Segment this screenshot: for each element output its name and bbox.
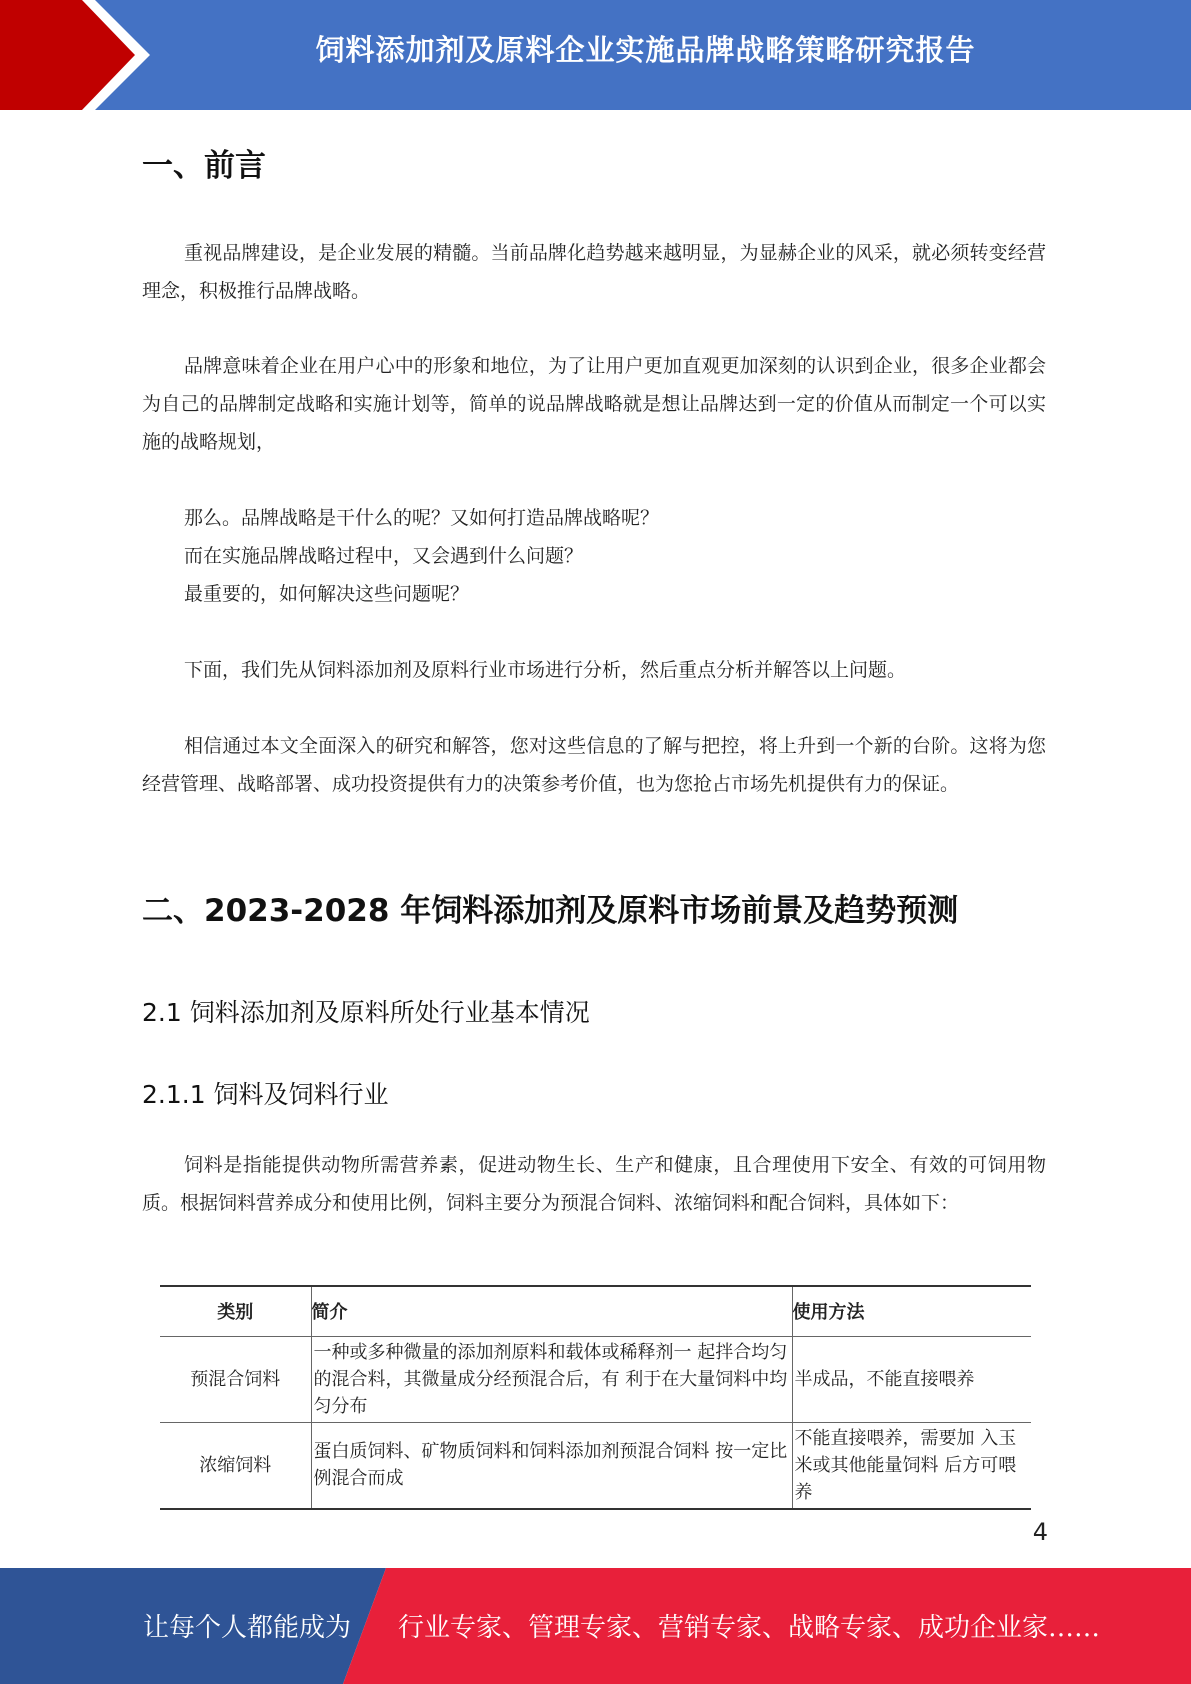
column-header: 使用方法 xyxy=(792,1286,1031,1336)
footer-slogan-right: 行业专家、管理专家、营销专家、战略专家、成功企业家…… xyxy=(398,1613,1101,1643)
table-cell: 蛋白质饲料、矿物质饲料和饲料添加剂预混合饲料 按一定比例混合而成 xyxy=(311,1422,792,1509)
paragraph: 饲料是指能提供动物所需营养素，促进动物生长、生产和健康，且合理使用下安全、有效的可饲用物质。根据饲料营养成分和使用比例，饲料主要分为预混合饲料、浓缩饲料和配合饲料，具体如下： xyxy=(142,1154,1046,1214)
table-cell: 半成品，不能直接喂养 xyxy=(792,1336,1031,1422)
report-title: 饲料添加剂及原料企业实施品牌战略策略研究报告 xyxy=(315,33,976,67)
table-cell: 不能直接喂养，需要加 入玉米或其他能量饲料 后方可喂养 xyxy=(792,1422,1031,1509)
subsection-heading: 2.1.1 饲料及饲料行业 xyxy=(142,1080,389,1109)
page-header xyxy=(0,0,1191,110)
footer-slogan-left: 让每个人都能成为 xyxy=(143,1613,352,1643)
question-line: 最重要的，如何解决这些问题呢？ xyxy=(184,583,470,605)
table-cell: 一种或多种微量的添加剂原料和载体或稀释剂一 起拌合均匀的混合料，其微量成分经预混合后，有 利于在大量饲料中均匀分布 xyxy=(311,1336,792,1422)
column-header: 类别 xyxy=(160,1286,311,1336)
table-cell: 浓缩饲料 xyxy=(160,1422,311,1509)
section-heading-forecast: 二、2023-2028 年饲料添加剂及原料市场前景及趋势预测 xyxy=(142,893,959,929)
table-header-row xyxy=(160,1286,1031,1336)
table-cell: 预混合饲料 xyxy=(160,1336,311,1422)
table-row xyxy=(160,1336,1031,1422)
question-line: 那么。品牌战略是干什么的呢？又如何打造品牌战略呢？ xyxy=(184,507,660,529)
paragraph: 重视品牌建设，是企业发展的精髓。当前品牌化趋势越来越明显，为显赫企业的风采，就必须转变经营理念，积极推行品牌战略。 xyxy=(142,242,1046,302)
feed-types-table xyxy=(160,1285,1031,1510)
question-line: 而在实施品牌战略过程中，又会遇到什么问题？ xyxy=(184,545,584,567)
paragraph: 下面，我们先从饲料添加剂及原料行业市场进行分析，然后重点分析并解答以上问题。 xyxy=(184,659,907,681)
page-number: 4 xyxy=(1032,1518,1048,1546)
section-heading-preface: 一、前言 xyxy=(142,148,266,184)
paragraph: 品牌意味着企业在用户心中的形象和地位，为了让用户更加直观更加深刻的认识到企业，很多企业都会为自己的品牌制定战略和实施计划等，简单的说品牌战略就是想让品牌达到一定的价值从而制定一个可以实施的战略规划， xyxy=(142,355,1046,453)
page-footer xyxy=(0,1568,1191,1684)
column-header: 简介 xyxy=(311,1286,792,1336)
paragraph: 相信通过本文全面深入的研究和解答，您对这些信息的了解与把控，将上升到一个新的台阶。这将为您经营管理、战略部署、成功投资提供有力的决策参考价值，也为您抢占市场先机提供有力的保证。 xyxy=(142,735,1046,795)
subsection-heading: 2.1 饲料添加剂及原料所处行业基本情况 xyxy=(142,998,590,1027)
table-row xyxy=(160,1422,1031,1509)
